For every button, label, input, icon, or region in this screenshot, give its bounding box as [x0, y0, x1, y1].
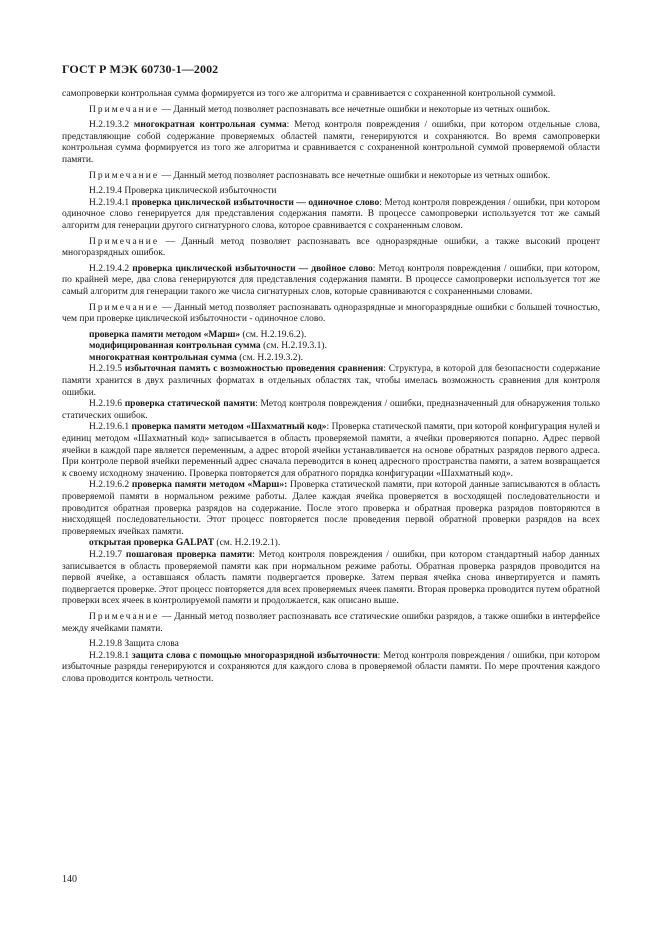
note-label: Примечание: [89, 302, 160, 313]
cross-reference: многократная контрольная сумма (см. Н.2.19.3.2).: [89, 352, 304, 363]
term: пошаговая проверка памяти: [125, 549, 253, 560]
clause-h-2-19-4: Н.2.19.4 Проверка циклической избыточности: [89, 186, 277, 197]
clause-h-2-19-6-1: Н.2.19.6.1 проверка памяти методом «Шахматный код»: Проверка статической памяти, при которой конфигурация нулей и единиц методом «Шахматный код» записывается в область проверяемой памяти, а ячейки проверяются попарно. Адрес первой ячейки в каждой паре является переменным, а адрес второй ячейки устанавливается на основе обратных разрядов первого адреса. При контроле первой ячейки переменный адрес сначала переводится в конец адресного пространства памяти, а затем возвращается к своему исходному значению. Проверка повторяется для обратного порядка конфигурации «Шахматный код».: [62, 422, 601, 479]
note: Примечание — Данный метод позволяет распознавать все одноразрядные ошибки, а также высокий процент многоразрядных ошибок.: [62, 236, 600, 259]
note-label: Примечание: [89, 611, 160, 622]
note-label: Примечание: [89, 170, 160, 181]
cross-reference: открытая проверка GALPAT (см. Н.2.19.2.1).: [89, 538, 281, 549]
clause-h-2-19-4-1: Н.2.19.4.1 проверка циклической избыточности — одиночное слово: Метод контроля повреждения / ошибки, при котором одиночное слово генерируется для представления содержания памяти. В процессе самопроверки используется тот же самый алгоритм для генерации другого сигнатурного слова, которое сравнивается с сохраненным словом.: [62, 197, 600, 231]
clause-h-2-19-5: Н.2.19.5 избыточная память с возможностью проведения сравнения: Структура, в которой для безопасности содержание памяти хранится в двух различных форматах в отдельных областях так, чтобы имелась возможность сравнения для контроля ошибки.: [62, 364, 600, 398]
term: проверка циклической избыточности — двойное слово: [132, 263, 373, 274]
term: избыточная память с возможностью проведения сравнения: [124, 364, 384, 375]
term: открытая проверка GALPAT: [89, 538, 215, 549]
term: проверка памяти методом «Марш»: [89, 329, 241, 340]
clause-h-2-19-3-2: Н.2.19.3.2 многократная контрольная сумма: Метод контроля повреждения / ошибки, при котором отдельные слова, представляющие собой содержание проверяемых областей памяти, генерируются и сохраняются. Во время самопроверки контрольная сумма формируется из того же алгоритма и сравнивается с сохраненной контрольной суммой проверяемой области памяти.: [62, 120, 600, 165]
term: защита слова с помощью многоразрядной избыточности: [131, 650, 378, 661]
document-page: [62, 62, 600, 686]
term: проверка памяти методом «Шахматный код»: [131, 422, 327, 433]
note: Примечание — Данный метод позволяет распознавать все нечетные ошибки и некоторые из четных ошибок.: [89, 170, 551, 181]
term: проверка памяти методом «Марш»:: [131, 480, 288, 491]
note-label: Примечание: [89, 236, 160, 247]
clause-h-2-19-4-2: Н.2.19.4.2 проверка циклической избыточности — двойное слово: Метод контроля повреждения / ошибки, при котором, по крайней мере, два слова генерируются для представления содержания памяти. В процессе самопроверки используется тот же самый алгоритм для генерации такого же числа сигнатурных слов, которые сравниваются с сохраненными словами.: [62, 263, 601, 297]
term: многократная контрольная сумма: [89, 352, 237, 363]
cross-reference: проверка памяти методом «Марш» (см. Н.2.19.6.2).: [89, 329, 307, 340]
note: Примечание — Данный метод позволяет распознавать одноразрядные и многоразрядные ошибки с большей точностью, чем при проверке циклической избыточности - одиночное слово.: [62, 302, 600, 325]
page-number: 140: [62, 874, 77, 885]
clause-h-2-19-6: Н.2.19.6 проверка статической памяти: Метод контроля повреждения / ошибки, предназначенный для обнаружения только статических ошибок.: [62, 399, 601, 421]
paragraph-continuation: самопроверки контрольная сумма формируется из того же алгоритма и сравнивается с сохраненной контрольной суммой.: [62, 89, 556, 99]
term: проверка циклической избыточности — одиночное слово: [131, 197, 380, 208]
note: Примечание — Данный метод позволяет распознавать все нечетные ошибки и некоторые из четных ошибок.: [89, 104, 551, 115]
cross-reference: модифицированная контрольная сумма (см. Н.2.19.3.1).: [89, 341, 327, 352]
term: модифицированная контрольная сумма: [89, 341, 261, 352]
clause-h-2-19-6-2: Н.2.19.6.2 проверка памяти методом «Марш»: Проверка статической памяти, при которой данные записываются в область проверяемой памяти в нормальном режиме работы. Далее каждая ячейка проверяется в восходящей последовательности и проводится обратная проверка разрядов на содержание. После этого проверка и обратная проверка разрядов повторяются в нисходящей последовательности. Этот процесс повторяется после проведения первой обратной проверки разрядов на всех проверяемых ячейках памяти.: [62, 480, 600, 537]
note: Примечание — Данный метод позволяет распознавать все статические ошибки разрядов, а также ошибки в интерфейсе между ячейками памяти.: [62, 611, 600, 634]
document-header: ГОСТ Р МЭК 60730-1—2002: [62, 62, 219, 76]
clause-h-2-19-7: Н.2.19.7 пошаговая проверка памяти: Метод контроля повреждения / ошибки, при котором стандартный набор данных записывается в область проверяемой памяти как при нормальном режиме работы. Обратная проверка разрядов проводится на первой ячейке, а оставшаяся область памяти подвергается проверке. Затем первая ячейка снова инвертируется и память подвергается проверке. Этот процесс повторяется для всех проверяемых ячеек памяти. Вторая проверка проводится путем обратной проверки всех ячеек в контролируемой памяти и продолжается, как описано выше.: [62, 549, 600, 607]
note-label: Примечание: [89, 104, 160, 115]
clause-h-2-19-8: Н.2.19.8 Защита слова: [89, 639, 179, 650]
clause-h-2-19-8-1: Н.2.19.8.1 защита слова с помощью многоразрядной избыточности: Метод контроля повреждения / ошибки, при котором избыточные разряды генерируются и сохраняются для каждого слова в проверяемой области памяти. По мере прочтения каждого слова проводится контроль четности.: [62, 650, 601, 684]
term: многократная контрольная сумма: [133, 120, 287, 131]
term: проверка статической памяти: [124, 399, 256, 410]
